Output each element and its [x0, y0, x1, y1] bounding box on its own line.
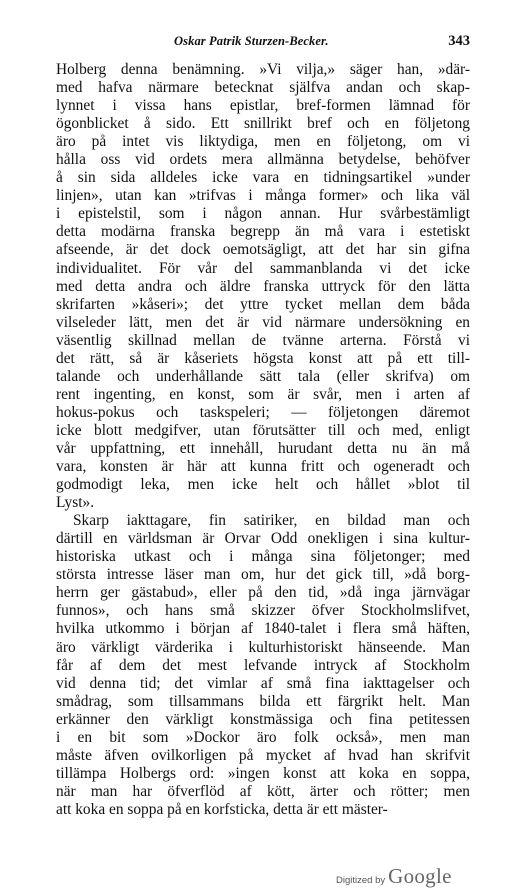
text-line: vilseleder lätt, men det är vid närmare undersökning en — [56, 313, 470, 331]
text-line: det rätt, så är kåseriets högsta konst att på ett till- — [56, 349, 470, 367]
text-line: hvilka utkommo i början af 1840-talet i flera små häften, — [56, 620, 470, 638]
text-line: i en bit som »Dockor äro folk också», men man — [56, 728, 470, 746]
body-text — [56, 61, 470, 819]
text-line: detta modärna franska begrepp än må vara i estetiskt — [56, 223, 470, 241]
running-head: Oskar Patrik Sturzen-Becker. — [174, 34, 329, 48]
digitized-watermark — [336, 864, 452, 886]
text-line: godmodigt leka, men icke helt och hållet »blot til — [56, 476, 470, 494]
text-line: måste äfven ovilkorligen på mycket af hvad han skrifvit — [56, 746, 470, 764]
text-line: afseende, är det dock oemotsägligt, att det har sin gifna — [56, 241, 470, 259]
text-line: med detta andra och äldre franska uttryck för den lätta — [56, 277, 470, 295]
digitized-label: Digitized by — [336, 875, 386, 886]
text-line: ögonblicket å sido. Ett snillrikt bref och en följetong — [56, 115, 470, 133]
text-line: hålla oss vid ordets mera allmänna betydelse, behöfver — [56, 151, 470, 169]
text-line: Lyst». — [56, 494, 95, 512]
text-line: skrifarten »kåseri»; det yttre tycket mellan dem båda — [56, 295, 470, 313]
text-line: att koka en soppa på en korfsticka, detta är ett mäster- — [56, 800, 388, 818]
text-line: i epistelstil, som i någon annan. Hur svårbestämligt — [56, 205, 470, 223]
text-line: därtill en världsman är Orvar Odd onekligen i sina kultur- — [56, 530, 470, 548]
text-line: smådrag, som tillsammans bilda ett färgrikt helt. Man — [56, 692, 470, 710]
text-line: talande och underhållande sätt tala (eller skrifva) om — [56, 367, 470, 385]
text-line: Holberg denna benämning. »Vi vilja,» säger han, »där- — [56, 61, 470, 78]
text-line: lynnet i vissa hans epistlar, bref-formen lämnad för — [56, 97, 470, 115]
text-line: äro på intet vis liktydiga, men en följetong, om vi — [56, 133, 470, 151]
text-line: med hafva närmare betecknat själfva andan och skap- — [56, 79, 470, 97]
text-line: väsentlig skillnad mellan de tvänne arterna. Förstå vi — [56, 331, 470, 349]
google-logo: Google — [388, 864, 452, 888]
text-line: tillämpa Holbergs ord: »ingen konst att koka en soppa, — [56, 764, 470, 782]
text-line: icke blott medgifver, utan förutsätter till och med, enligt — [56, 421, 470, 439]
text-line: Skarp iakttagare, fin satiriker, en bildad man och — [73, 512, 470, 530]
page-number: 343 — [448, 33, 470, 49]
text-line: största intresse läser man om, hur det gick till, »då borg- — [56, 566, 470, 584]
text-line: linjen», utan kan »trifvas i många former» och lika väl — [56, 187, 470, 205]
text-line: vår uppfattning, ett innehåll, hurudant detta nu än må — [56, 439, 470, 457]
text-line: rent ingenting, en konst, som är svår, men i arten af — [56, 385, 470, 403]
text-line: hokus-pokus och taskspeleri; — följetongen däremot — [56, 403, 470, 421]
text-line: herrn ger gästabud», eller på den tid, »då inga järnvägar — [56, 584, 470, 602]
text-line: äro värkligt värderika i kulturhistoriskt hänseende. Man — [56, 638, 470, 656]
text-line: vid denna tid; det vimlar af små fina iakttagelser och — [56, 674, 470, 692]
text-line: vara, konsten är här att kunna fritt och ogeneradt och — [56, 458, 470, 476]
text-line: när man har öfverflöd af kött, ärter och rötter; men — [56, 782, 470, 800]
text-line: å sin sida alldeles icke vara en tidningsartikel »under — [56, 169, 470, 187]
text-line: individualitet. För vår del sammanblanda vi det icke — [56, 259, 470, 277]
page-header — [56, 34, 470, 54]
text-line: funnos», och hans små skizzer öfver Stockholmslifvet, — [56, 602, 470, 620]
text-line: erkänner den värkligt konstmässiga och fina petitessen — [56, 710, 470, 728]
text-line: får af dem det mest lefvande intryck af Stockholm — [56, 656, 470, 674]
text-line: historiska utkast och i många sina följetonger; med — [56, 548, 470, 566]
